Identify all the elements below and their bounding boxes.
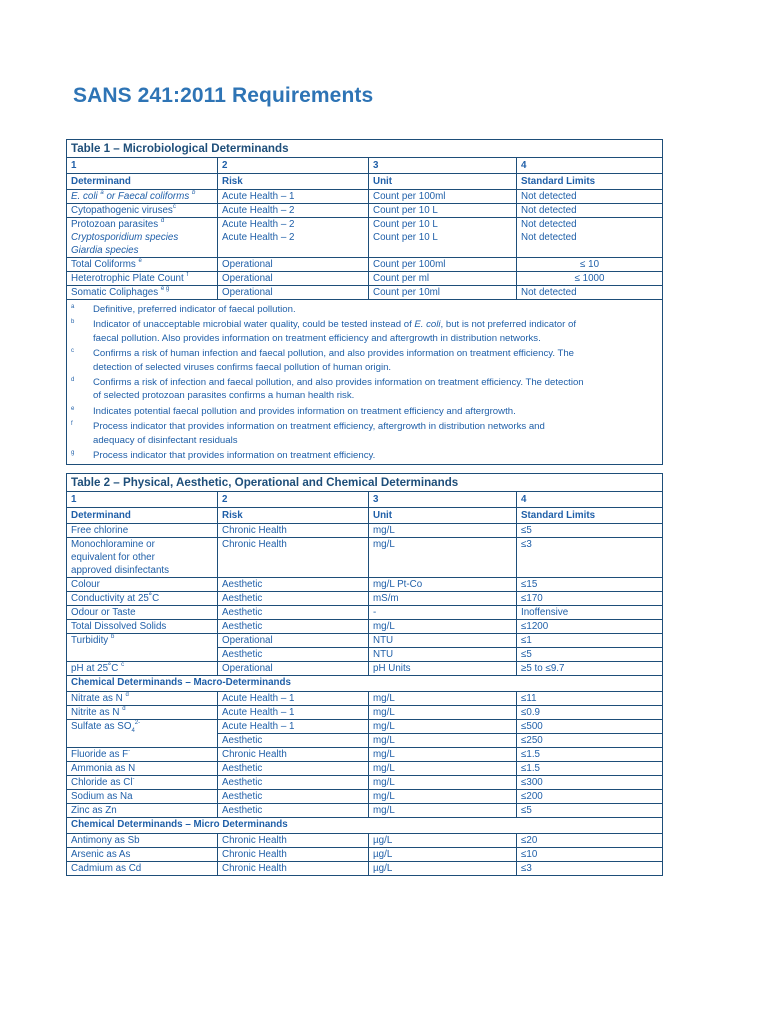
unit-cell: NTU — [369, 648, 517, 662]
footnote-text: , but is not preferred indicator of — [440, 319, 576, 331]
table-row — [67, 286, 663, 300]
risk-cell: Acute Health – 1 — [218, 190, 369, 204]
table-row — [67, 790, 663, 804]
limit-cell: ≤0.9 — [517, 706, 663, 720]
unit-cell: Count per 10 L — [369, 204, 517, 218]
table-row — [67, 848, 663, 862]
table-row — [67, 834, 663, 848]
determinand-cell: Conductivity at 25˚C — [67, 592, 218, 606]
footnotes-row — [67, 300, 663, 465]
footnote-mark: a — [71, 304, 75, 310]
risk-cell: Chronic Health — [218, 862, 369, 876]
limit-cell: ≤3 — [517, 862, 663, 876]
unit-cell: pH Units — [369, 662, 517, 676]
section-heading-micro: Chemical Determinands – Micro Determinands — [67, 818, 663, 834]
unit-cell: Count per 100ml — [369, 190, 517, 204]
unit-cell: - — [369, 606, 517, 620]
determinand-subitem: Giardia species — [71, 245, 139, 256]
determinand-name: Fluoride as F — [71, 749, 129, 760]
footnote-mark: f — [186, 272, 189, 278]
footnote-text: Confirms a risk of infection and faecal pollution, and also provides information on treatment efficiency. The detection — [93, 377, 584, 389]
risk-cell: Chronic Health — [218, 748, 369, 762]
unit-cell: mS/m — [369, 592, 517, 606]
column-number: 2 — [218, 492, 369, 508]
footnote-mark: e — [138, 258, 142, 264]
determinand-name: Somatic Coliphages — [71, 287, 159, 298]
determinand-name-alt: or Faecal coliforms — [103, 191, 190, 202]
footnote-mark: b — [71, 319, 75, 326]
limit-cell: Not detected — [517, 286, 663, 300]
limit-cell: Not detected — [517, 190, 663, 204]
unit-cell: Count per 100ml — [369, 258, 517, 272]
table-caption: Table 1 – Microbiological Determinands — [67, 140, 663, 158]
column-header-risk: Risk — [218, 174, 369, 190]
determinand-cell — [67, 776, 218, 790]
determinand-cell — [67, 286, 218, 300]
determinand-name: Heterotrophic Plate Count — [71, 273, 184, 284]
determinand-name: E. coli — [71, 191, 98, 202]
unit-value: Count per 10 L — [373, 219, 438, 230]
limit-cell: Inoffensive — [517, 606, 663, 620]
footnote-text: detection of selected viruses confirms faecal pollution of human origin. — [93, 361, 392, 373]
table-row — [67, 748, 663, 762]
determinand-cell — [67, 272, 218, 286]
determinand-name: Sulfate as SO — [71, 721, 132, 732]
determinand-cell — [67, 258, 218, 272]
determinand-name: pH at 25˚C — [71, 663, 119, 674]
determinand-line: approved disinfectants — [71, 565, 170, 576]
risk-cell: Aesthetic — [218, 578, 369, 592]
determinand-cell — [67, 218, 218, 258]
risk-cell: Acute Health – 2 — [218, 204, 369, 218]
unit-cell — [369, 218, 517, 258]
limit-cell: ≤20 — [517, 834, 663, 848]
risk-cell: Operational — [218, 272, 369, 286]
determinand-name: Turbidity — [71, 635, 109, 646]
table-row — [67, 538, 663, 578]
table-row — [67, 258, 663, 272]
determinand-cell — [67, 204, 218, 218]
unit-cell: Count per ml — [369, 272, 517, 286]
page-title: SANS 241:2011 Requirements — [73, 84, 374, 107]
risk-cell: Aesthetic — [218, 592, 369, 606]
footnote-text: E. coli — [414, 319, 441, 331]
limit-cell: ≤5 — [517, 804, 663, 818]
unit-cell: µg/L — [369, 834, 517, 848]
unit-cell: mg/L Pt-Co — [369, 578, 517, 592]
footnote-mark: e — [71, 405, 75, 412]
table-row — [67, 592, 663, 606]
table-caption: Table 2 – Physical, Aesthetic, Operational and Chemical Determinands — [67, 474, 663, 492]
footnote-text: of selected protozoan parasites confirms a human health risk. — [93, 390, 355, 402]
column-header-risk: Risk — [218, 508, 369, 524]
limit-cell: ≤1200 — [517, 620, 663, 634]
column-number: 3 — [369, 158, 517, 174]
table-row — [67, 218, 663, 258]
table-row — [67, 720, 663, 734]
risk-cell: Chronic Health — [218, 524, 369, 538]
footnote-mark: d — [160, 218, 165, 224]
table-row — [67, 620, 663, 634]
determinand-name: Total Coliforms — [71, 259, 136, 270]
table-row — [67, 578, 663, 592]
limit-cell: ≤5 — [517, 648, 663, 662]
risk-cell: Aesthetic — [218, 648, 369, 662]
unit-cell: NTU — [369, 634, 517, 648]
column-header-limits: Standard Limits — [517, 508, 663, 524]
limit-cell: ≤1 — [517, 634, 663, 648]
risk-cell: Aesthetic — [218, 790, 369, 804]
risk-cell: Chronic Health — [218, 848, 369, 862]
table-physical-chemical — [66, 473, 663, 876]
limit-value: Not detected — [521, 232, 577, 243]
unit-cell: mg/L — [369, 692, 517, 706]
limit-cell: ≤1.5 — [517, 748, 663, 762]
subscript: 4 — [131, 727, 135, 734]
unit-cell: mg/L — [369, 776, 517, 790]
unit-cell: mg/L — [369, 620, 517, 634]
table-row — [67, 862, 663, 876]
determinand-cell — [67, 706, 218, 720]
column-number: 2 — [218, 158, 369, 174]
unit-cell: mg/L — [369, 748, 517, 762]
determinand-cell: Odour or Taste — [67, 606, 218, 620]
determinand-name: Nitrate as N — [71, 693, 123, 704]
limit-value: Not detected — [521, 219, 577, 230]
determinand-cell: Zinc as Zn — [67, 804, 218, 818]
determinand-cell — [67, 720, 218, 748]
determinand-cell — [67, 692, 218, 706]
unit-cell: mg/L — [369, 762, 517, 776]
determinand-cell — [67, 634, 218, 662]
unit-cell: mg/L — [369, 734, 517, 748]
determinand-name: Chloride as Cl — [71, 777, 133, 788]
footnote-mark: g — [71, 450, 75, 457]
column-header-unit: Unit — [369, 508, 517, 524]
footnotes — [67, 300, 663, 465]
footnote-text: Definitive, preferred indicator of faecal pollution. — [93, 304, 296, 315]
column-number: 3 — [369, 492, 517, 508]
limit-cell: ≤200 — [517, 790, 663, 804]
risk-cell: Aesthetic — [218, 762, 369, 776]
unit-cell: mg/L — [369, 790, 517, 804]
footnote-mark: f — [71, 421, 73, 428]
limit-cell: ≤11 — [517, 692, 663, 706]
footnote-text: Indicator of unacceptable microbial water quality, could be tested instead of — [93, 319, 415, 331]
unit-cell: mg/L — [369, 720, 517, 734]
column-header-limits: Standard Limits — [517, 174, 663, 190]
footnote-mark: d — [125, 692, 129, 698]
unit-cell: µg/L — [369, 862, 517, 876]
footnote-mark: b — [110, 634, 115, 640]
unit-cell: Count per 10ml — [369, 286, 517, 300]
risk-cell: Aesthetic — [218, 776, 369, 790]
charge-mark: - — [132, 776, 135, 782]
footnote-text: Confirms a risk of human infection and faecal pollution, and also provides information on treatment efficiency. The — [93, 348, 575, 360]
footnote-mark: d — [71, 377, 75, 384]
footnote-mark: e g — [160, 286, 170, 292]
table-row — [67, 524, 663, 538]
determinand-cell: Colour — [67, 578, 218, 592]
risk-cell: Operational — [218, 662, 369, 676]
determinand-cell: Antimony as Sb — [67, 834, 218, 848]
table-row — [67, 662, 663, 676]
table-row — [67, 606, 663, 620]
table-row — [67, 634, 663, 648]
risk-cell: Aesthetic — [218, 734, 369, 748]
unit-cell: µg/L — [369, 848, 517, 862]
table-row — [67, 190, 663, 204]
section-heading-macro: Chemical Determinands – Macro-Determinands — [67, 676, 663, 692]
risk-cell: Chronic Health — [218, 538, 369, 578]
risk-cell: Aesthetic — [218, 804, 369, 818]
limit-cell: ≤ 1000 — [517, 272, 663, 286]
unit-cell: mg/L — [369, 804, 517, 818]
footnote-mark: c — [121, 662, 125, 668]
footnote-mark: d — [122, 706, 126, 712]
footnote-text: adequacy of disinfectant residuals — [93, 434, 238, 446]
unit-cell: mg/L — [369, 706, 517, 720]
column-header-determinand: Determinand — [67, 508, 218, 524]
unit-cell: mg/L — [369, 524, 517, 538]
limit-cell: ≤250 — [517, 734, 663, 748]
table-microbiological — [66, 139, 663, 465]
determinand-cell — [67, 538, 218, 578]
determinand-cell: Free chlorine — [67, 524, 218, 538]
footnote-text: Process indicator that provides information on treatment efficiency, aftergrowth in distribution networks and — [93, 421, 545, 433]
charge-mark: 2- — [134, 720, 141, 726]
determinand-cell: Sodium as Na — [67, 790, 218, 804]
risk-cell: Acute Health – 1 — [218, 692, 369, 706]
unit-value: Count per 10 L — [373, 232, 438, 243]
determinand-cell — [67, 748, 218, 762]
footnote-text: Indicates potential faecal pollution and provides information on treatment efficiency and aftergrowth. — [93, 405, 516, 417]
unit-cell: mg/L — [369, 538, 517, 578]
table-row — [67, 706, 663, 720]
risk-cell: Acute Health – 1 — [218, 720, 369, 734]
column-number: 4 — [517, 158, 663, 174]
table-row — [67, 762, 663, 776]
determinand-name: Protozoan parasites — [71, 219, 159, 230]
risk-value: Acute Health – 2 — [222, 232, 295, 243]
determinand-line: Monochloramine or — [71, 539, 155, 550]
limit-cell: ≤1.5 — [517, 762, 663, 776]
determinand-name: Cytopathogenic viruses — [71, 205, 173, 216]
limit-cell — [517, 218, 663, 258]
footnote-text: Process indicator that provides information on treatment efficiency. — [93, 450, 376, 462]
determinand-cell: Cadmium as Cd — [67, 862, 218, 876]
footnote-mark: a — [100, 190, 104, 196]
limit-cell: ≥5 to ≤9.7 — [517, 662, 663, 676]
table-row — [67, 204, 663, 218]
risk-cell: Operational — [218, 258, 369, 272]
charge-mark: - — [128, 748, 131, 754]
limit-cell: ≤3 — [517, 538, 663, 578]
table-row — [67, 692, 663, 706]
determinand-cell: Arsenic as As — [67, 848, 218, 862]
column-header-determinand: Determinand — [67, 174, 218, 190]
risk-cell: Chronic Health — [218, 834, 369, 848]
footnote-mark: b — [191, 190, 196, 196]
risk-cell — [218, 218, 369, 258]
table-row — [67, 272, 663, 286]
column-number: 1 — [67, 158, 218, 174]
footnote-mark: c — [172, 204, 176, 210]
risk-cell: Operational — [218, 286, 369, 300]
limit-cell: ≤5 — [517, 524, 663, 538]
determinand-subitem: Cryptosporidium species — [71, 232, 179, 243]
determinand-cell — [67, 190, 218, 204]
table-row — [67, 776, 663, 790]
limit-cell: ≤10 — [517, 848, 663, 862]
column-header-unit: Unit — [369, 174, 517, 190]
determinand-cell: Total Dissolved Solids — [67, 620, 218, 634]
limit-cell: ≤ 10 — [517, 258, 663, 272]
risk-cell: Acute Health – 1 — [218, 706, 369, 720]
determinand-line: equivalent for other — [71, 552, 155, 563]
determinand-name: Nitrite as N — [71, 707, 120, 718]
column-number: 4 — [517, 492, 663, 508]
determinand-cell: Ammonia as N — [67, 762, 218, 776]
risk-cell: Operational — [218, 634, 369, 648]
limit-cell: ≤500 — [517, 720, 663, 734]
risk-value: Acute Health – 2 — [222, 219, 295, 230]
limit-cell: ≤300 — [517, 776, 663, 790]
limit-cell: Not detected — [517, 204, 663, 218]
limit-cell: ≤170 — [517, 592, 663, 606]
limit-cell: ≤15 — [517, 578, 663, 592]
footnote-mark: c — [71, 348, 74, 355]
footnote-text: faecal pollution. Also provides information on treatment efficiency and aftergrowth in distribution networks. — [93, 332, 541, 344]
risk-cell: Aesthetic — [218, 620, 369, 634]
determinand-cell — [67, 662, 218, 676]
column-number: 1 — [67, 492, 218, 508]
table-row — [67, 804, 663, 818]
risk-cell: Aesthetic — [218, 606, 369, 620]
